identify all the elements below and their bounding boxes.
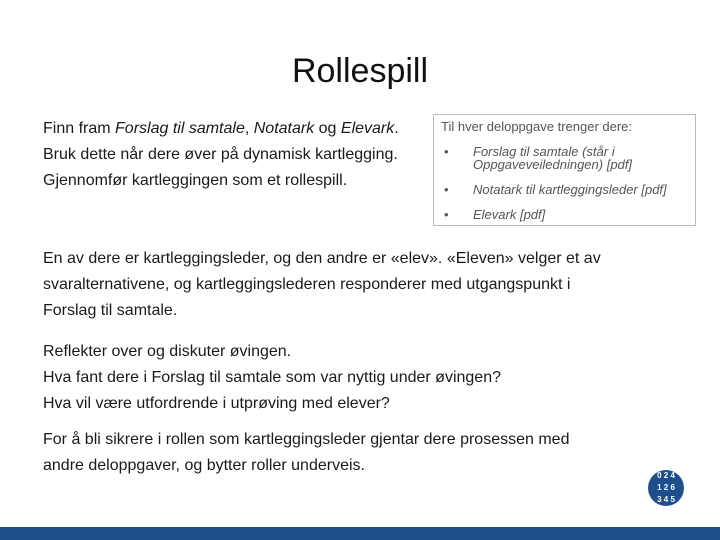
- intro-italic-2: Notatark: [253, 120, 315, 137]
- numbers-logo-icon: [648, 458, 684, 518]
- intro-text-1: Finn fram: [43, 120, 116, 137]
- intro-text-3: og: [314, 120, 341, 137]
- intro-italic-1: Forslag til samtale: [115, 120, 245, 137]
- reflection-paragraph: [43, 339, 603, 417]
- resources-box: [433, 114, 696, 226]
- slide-title: Rollespill: [291, 52, 429, 90]
- intro-text: [43, 116, 428, 194]
- intro-italic-3: Elevark: [340, 120, 395, 137]
- resource-item-forslag[interactable]: [441, 145, 695, 171]
- reflection-line-3: Hva vil være utfordrende i utprøving med elever?: [43, 395, 390, 412]
- logo-row-3: 3 4 5: [657, 495, 675, 504]
- resources-list: [441, 145, 695, 221]
- resources-heading: Til hver deloppgave trenger dere:: [441, 119, 633, 134]
- bullet-icon: •: [444, 144, 449, 159]
- reflection-line-2: Hva fant dere i Forslag til samtale som var nyttig under øvingen?: [43, 369, 501, 386]
- resource-item-label: Elevark [pdf]: [473, 207, 546, 222]
- resource-item-notatark[interactable]: [441, 183, 695, 196]
- reflection-line-1: Reflekter over og diskuter øvingen.: [43, 343, 292, 360]
- intro-text-2: ,: [244, 120, 254, 137]
- intro-text-4: . Bruk dette når dere øver på dynamisk kartlegging. Gjennomfør kartleggingen som et rollespill.: [43, 120, 399, 189]
- bullet-icon: •: [444, 182, 449, 197]
- roles-paragraph: En av dere er kartleggingsleder, og den andre er «elev». «Eleven» velger et av svaralternativene, og kartleggingslederen responderer med utgangspunkt i Forslag til samtale.: [43, 250, 601, 319]
- bullet-icon: •: [444, 207, 449, 222]
- resource-item-elevark[interactable]: [441, 208, 695, 221]
- resource-item-label: Notatark til kartleggingsleder [pdf]: [473, 182, 667, 197]
- bottom-accent-bar: [0, 527, 720, 540]
- repeat-paragraph: For å bli sikrere i rollen som kartleggingsleder gjentar dere prosessen med andre deloppgaver, og bytter roller underveis.: [43, 431, 570, 474]
- logo-row-1: 0 2 4: [657, 471, 675, 480]
- resource-item-label: Forslag til samtale (står i Oppgaveveiledningen) [pdf]: [473, 144, 633, 172]
- logo-row-2: 1 2 6: [657, 483, 675, 492]
